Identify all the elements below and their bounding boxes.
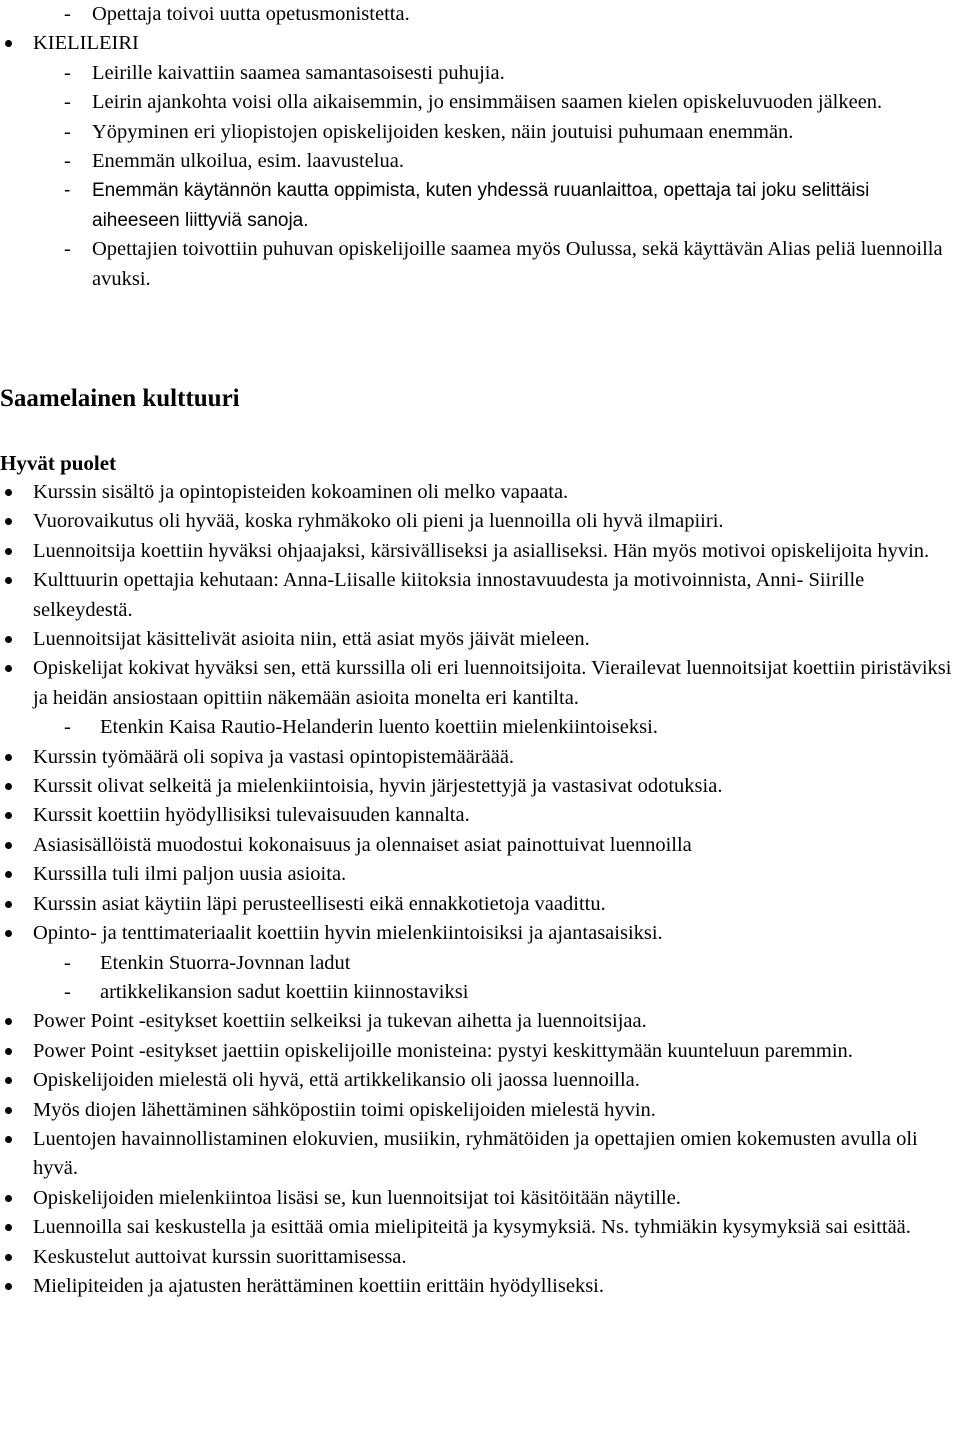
bullet-icon [5,812,12,819]
list-item: Kurssin asiat käytiin läpi perusteellisesti eikä ennakkotietoja vaadittu. [0,890,960,919]
bullet-icon [5,871,12,878]
list-item: Luennoitsija koettiin hyväksi ohjaajaksi, kärsivälliseksi ja asialliseksi. Hän myös motivoi opiskelijoita hyvin. [0,537,960,566]
bullet-icon [5,489,12,496]
list-item: Power Point -esitykset jaettiin opiskelijoille monisteina: pystyi keskittymään kuunteluun paremmin. [0,1037,960,1066]
list-item: - Enemmän ulkoilua, esim. laavustelua. [0,147,960,176]
bullet-icon [5,40,12,47]
list-item: - Etenkin Stuorra-Jovnnan ladut [0,949,960,978]
dash-marker: - [64,238,71,261]
list-item: Kurssin työmäärä oli sopiva ja vastasi opintopistemääräää. [0,743,960,772]
bullet-icon [5,901,12,908]
list-item: Kulttuurin opettajia kehutaan: Anna-Liisalle kiitoksia innostavuudesta ja motivoinnista, Anni- Siirille selkeydestä. [0,566,960,625]
list-item: Myös diojen lähettäminen sähköpostiin toimi opiskelijoiden mielestä hyvin. [0,1096,960,1125]
list-item: Luennoilla sai keskustella ja esittää omia mielipiteitä ja kysymyksiä. Ns. tyhmiäkin kysymyksiä sai esittää. [0,1213,960,1242]
list-item: - Opettaja toivoi uutta opetusmonistetta. [0,0,960,29]
dash-marker: - [64,91,71,114]
list-item: - Leirille kaivattiin saamea samantasoisesti puhujia. [0,59,960,88]
bullet-icon [5,1254,12,1261]
bullet-icon [5,1195,12,1202]
list-item: Asiasisällöistä muodostui kokonaisuus ja olennaiset asiat painottuivat luennoilla [0,831,960,860]
list-item: Power Point -esitykset koettiin selkeiksi ja tukevan aihetta ja luennoitsijaa. [0,1007,960,1036]
section-title: Saamelainen kulttuuri [0,385,240,412]
bullet-icon [5,754,12,761]
bullet-icon [5,548,12,555]
bullet-icon [5,518,12,525]
list-item: Opiskelijoiden mielestä oli hyvä, että artikkelikansio oli jaossa luennoilla. [0,1066,960,1095]
bullet-icon [5,665,12,672]
list-item: - Enemmän käytännön kautta oppimista, kuten yhdessä ruuanlaittoa, opettaja tai joku selittäisi aiheeseen liittyviä sanoja. [0,176,960,235]
bullet-icon [5,1077,12,1084]
list-item: Kurssit olivat selkeitä ja mielenkiintoisia, hyvin järjestettyjä ja vastasivat odotuksia. [0,772,960,801]
list-item: Opinto- ja tenttimateriaalit koettiin hyvin mielenkiintoisiksi ja ajantasaisiksi. [0,919,960,948]
bullet-icon [5,577,12,584]
list-item: Kurssilla tuli ilmi paljon uusia asioita. [0,860,960,889]
list-item: KIELILEIRI [0,29,960,58]
bullet-icon [5,1107,12,1114]
dash-marker: - [64,3,71,25]
dash-marker: - [64,150,71,173]
dash-marker: - [64,120,71,143]
bullet-icon [5,783,12,790]
list-item: - Etenkin Kaisa Rautio-Helanderin luento koettiin mielenkiintoiseksi. [0,713,960,742]
dash-marker: - [64,61,71,84]
list-item: Vuorovaikutus oli hyvää, koska ryhmäkoko oli pieni ja luennoilla oli hyvä ilmapiiri. [0,507,960,536]
list-item: Luennoitsijat käsittelivät asioita niin, että asiat myös jäivät mieleen. [0,625,960,654]
dash-marker: - [64,980,71,1003]
main-section [0,478,960,1301]
list-item: Mielipiteiden ja ajatusten herättäminen koettiin erittäin hyödylliseksi. [0,1272,960,1301]
bullet-icon [5,930,12,937]
list-item: - Yöpyminen eri yliopistojen opiskelijoiden kesken, näin joutuisi puhumaan enemmän. [0,118,960,147]
bullet-icon [5,1018,12,1025]
list-item: Kurssin sisältö ja opintopisteiden kokoaminen oli melko vapaata. [0,478,960,507]
list-item: Opiskelijat kokivat hyväksi sen, että kurssilla oli eri luennoitsijoita. Vierailevat luennoitsijat koettiin piristäviksi ja heidän ansiostaan opittiin näkemään asioita monelta eri kantilta. [0,654,960,713]
dash-marker: - [64,951,71,974]
list-item: Keskustelut auttoivat kurssin suorittamisessa. [0,1243,960,1272]
list-item: - Opettajien toivottiin puhuvan opiskelijoille saamea myös Oulussa, sekä käyttävän Alias peliä luennoilla avuksi. [0,235,960,294]
dash-marker: - [64,716,71,739]
bullet-icon [5,636,12,643]
top-section [0,0,960,294]
bullet-icon [5,842,12,849]
bullet-icon [5,1136,12,1143]
subsection-title: Hyvät puolet [0,451,117,475]
list-item: Luentojen havainnollistaminen elokuvien, musiikin, ryhmätöiden ja opettajien omien kokemusten avulla oli hyvä. [0,1125,960,1184]
bullet-icon [5,1224,12,1231]
bullet-icon [5,1283,12,1290]
list-item: Kurssit koettiin hyödyllisiksi tulevaisuuden kannalta. [0,801,960,830]
list-item: - artikkelikansion sadut koettiin kiinnostaviksi [0,978,960,1007]
bullet-icon [5,1048,12,1055]
list-item: Opiskelijoiden mielenkiintoa lisäsi se, kun luennoitsijat toi käsitöitään näytille. [0,1184,960,1213]
dash-marker: - [64,180,71,202]
list-item: - Leirin ajankohta voisi olla aikaisemmin, jo ensimmäisen saamen kielen opiskeluvuoden jälkeen. [0,88,960,117]
